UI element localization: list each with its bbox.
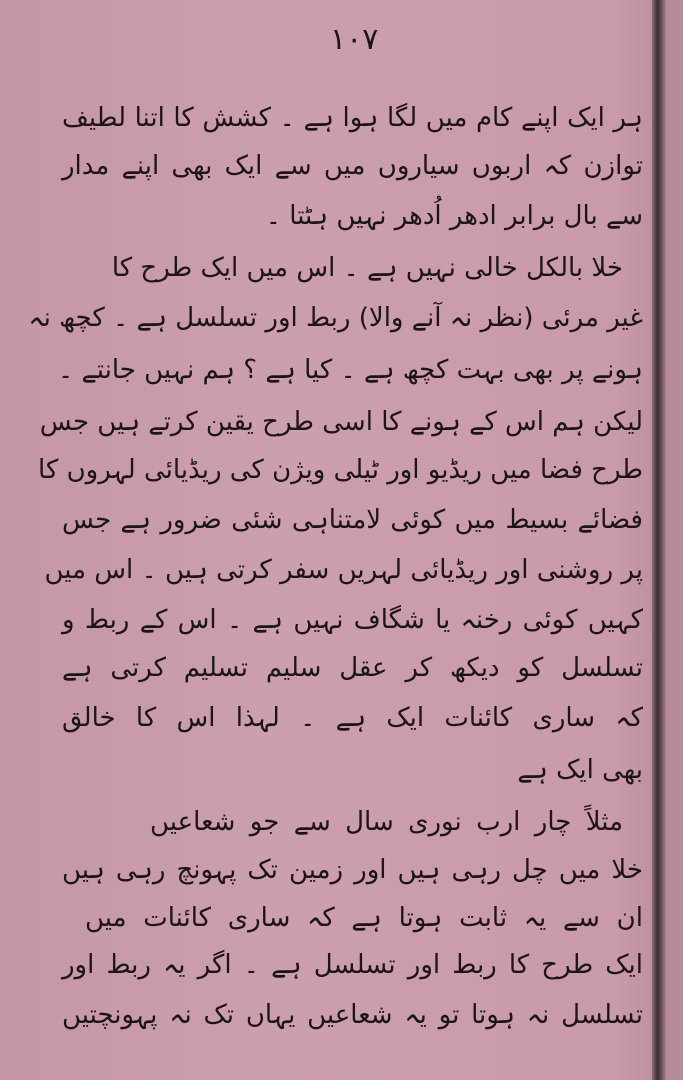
text-line: فضائے بسیط میں کوئی لامتناہی شئی ضرور ہے جس xyxy=(62,505,643,535)
text-line: ایک طرح کا ربط اور تسلسل ہے ۔ اگر یہ ربط اور xyxy=(62,950,643,980)
text-line: ہونے پر بھی بہت کچھ ہے ۔ کیا ہے ؟ ہم نہیں جانتے ۔ xyxy=(58,355,643,385)
text-line: خلا میں چل رہی ہیں اور زمین تک پہونچ رہی ہیں xyxy=(62,855,643,885)
text-line: طرح فضا میں ریڈیو اور ٹیلی ویژن کی ریڈیائی لہروں کا xyxy=(38,455,643,485)
book-binding-shadow xyxy=(652,0,666,1080)
text-line: مثلاً چار ارب نوری سال سے جو شعاعیں xyxy=(150,807,623,837)
text-line: کہ ساری کائنات ایک ہے ۔ لہذا اس کا خالق xyxy=(62,703,643,733)
text-line: توازن کہ اربوں سیاروں میں سے ایک بھی اپنے مدار xyxy=(62,151,643,181)
text-line: ان سے یہ ثابت ہوتا ہے کہ ساری کائنات میں xyxy=(85,903,643,933)
page-edge xyxy=(666,0,683,1080)
page-number: ١٠٧ xyxy=(330,22,379,57)
text-line: تسلسل نہ ہوتا تو یہ شعاعیں یہاں تک نہ پہونچتیں xyxy=(62,1000,643,1030)
text-line: غیر مرئی (نظر نہ آنے والا) ربط اور تسلسل ہے ۔ کچھ نہ xyxy=(28,303,643,333)
text-line: لیکن ہم اس کے ہونے کا اسی طرح یقین کرتے ہیں جس xyxy=(39,407,643,437)
text-line: سے بال برابر ادھر اُدھر نہیں ہٹتا ۔ xyxy=(265,201,643,231)
text-line: پر روشنی اور ریڈیائی لہریں سفر کرتی ہیں ۔ اس میں xyxy=(44,555,643,585)
text-line: تسلسل کو دیکھ کر عقل سلیم تسلیم کرتی ہے xyxy=(62,653,643,683)
text-line: کہیں کوئی رخنہ یا شگاف نہیں ہے ۔ اس کے ربط و xyxy=(62,605,643,635)
text-line: بھی ایک ہے xyxy=(517,755,643,785)
text-line: خلا بالکل خالی نہیں ہے ۔ اس میں ایک طرح کا xyxy=(111,253,623,283)
text-line: ہر ایک اپنے کام میں لگا ہوا ہے ۔ کشش کا اتنا لطیف xyxy=(62,103,643,133)
